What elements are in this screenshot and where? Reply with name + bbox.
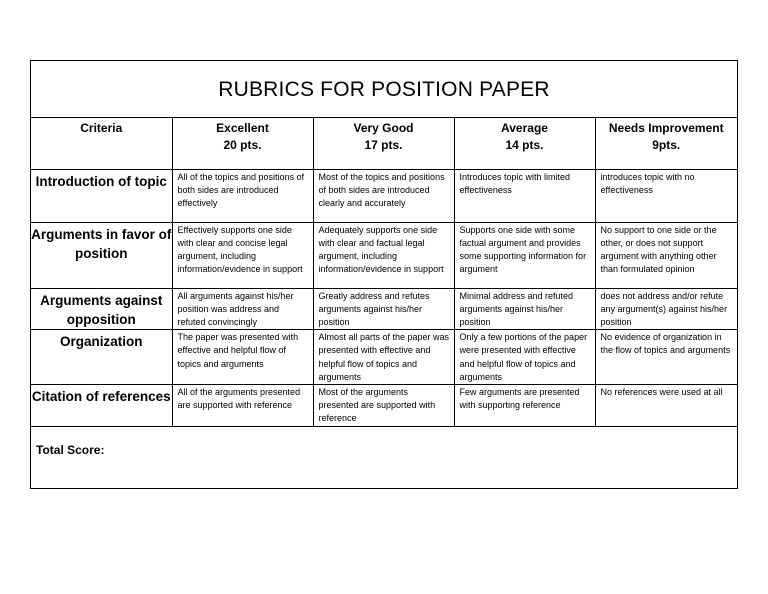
level-label: Excellent: [216, 121, 269, 135]
description-cell: Effectively supports one side with clear and concise legal argument, including information/evidence in support: [172, 222, 313, 288]
total-score-label: Total Score:: [36, 442, 105, 457]
description-cell: No evidence of organization in the flow of topics and arguments: [595, 330, 737, 385]
description-cell: Most of the arguments presented are supported with reference: [313, 384, 454, 426]
description-cell: Adequately supports one side with clear and factual legal argument, including information/evidence in support: [313, 222, 454, 288]
description-cell: All arguments against his/her position was address and refuted convincingly: [172, 288, 313, 330]
table-row: [31, 222, 737, 288]
description-cell: does not address and/or refute any argument(s) against his/her position: [595, 288, 737, 330]
description-cell: All of the topics and positions of both sides are introduced effectively: [172, 169, 313, 222]
table-row: [31, 169, 737, 222]
description-cell: Most of the topics and positions of both sides are introduced clearly and accurately: [313, 169, 454, 222]
table-row: [31, 330, 737, 385]
description-cell: Only a few portions of the paper were presented with effective and helpful flow of topics and arguments: [454, 330, 595, 385]
criteria-header-label: Criteria: [80, 121, 123, 135]
level-label: Needs Improvement: [608, 121, 724, 135]
description-cell: All of the arguments presented are supported with reference: [172, 384, 313, 426]
criterion-cell: Organization: [31, 330, 172, 385]
level-points: 20 pts.: [223, 138, 262, 152]
criterion-cell: Introduction of topic: [31, 169, 172, 222]
description-cell: Few arguments are presented with supporting reference: [454, 384, 595, 426]
level-label: Very Good: [353, 121, 414, 135]
rubric-document: [30, 60, 738, 489]
description-cell: Introduces topic with limited effectiveness: [454, 169, 595, 222]
criterion-cell: Citation of references: [31, 384, 172, 426]
level-points: 14 pts.: [505, 138, 544, 152]
criterion-cell: Arguments against opposition: [31, 288, 172, 330]
header-row: [31, 118, 737, 169]
level-points: 9pts.: [652, 138, 681, 152]
table-row: [31, 384, 737, 426]
criteria-header: [31, 118, 172, 169]
level-header-very-good: [313, 118, 454, 169]
description-cell: No support to one side or the other, or does not support argument with anything other than formulated opinion: [595, 222, 737, 288]
level-points: 17 pts.: [364, 138, 403, 152]
description-cell: No references were used at all: [595, 384, 737, 426]
rubric-table: [31, 118, 737, 427]
level-header-needs-improvement: [595, 118, 737, 169]
table-row: [31, 288, 737, 330]
level-header-excellent: [172, 118, 313, 169]
description-cell: Supports one side with some factual argument and provides some supporting information for argument: [454, 222, 595, 288]
level-header-average: [454, 118, 595, 169]
description-cell: introduces topic with no effectiveness: [595, 169, 737, 222]
document-title: RUBRICS FOR POSITION PAPER: [31, 61, 737, 118]
description-cell: Greatly address and refutes arguments against his/her position: [313, 288, 454, 330]
level-label: Average: [501, 121, 548, 135]
criterion-cell: Arguments in favor of position: [31, 222, 172, 288]
description-cell: The paper was presented with effective and helpful flow of topics and arguments: [172, 330, 313, 385]
description-cell: Minimal address and refuted arguments against his/her position: [454, 288, 595, 330]
description-cell: Almost all parts of the paper was presented with effective and helpful flow of topics and arguments: [313, 330, 454, 385]
